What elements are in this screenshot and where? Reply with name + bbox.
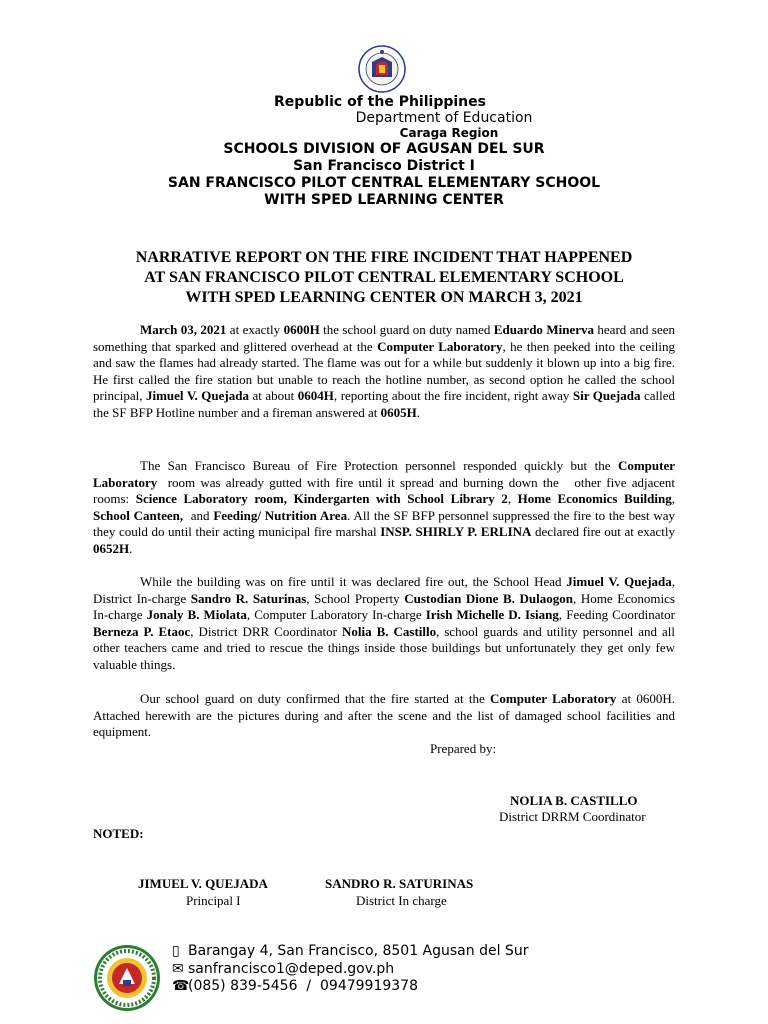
header-region: Caraga Region [399,126,499,140]
noter1-name: JIMUEL V. QUEJADA [138,876,268,891]
noted-label: NOTED: [93,826,144,841]
paragraph-1: March 03, 2021 at exactly 0600H the school guard on duty named Eduardo Minerva heard and seen something that sparked and glittered overhead at the Computer Laboratory, he then peeked into the ceiling and saw the flames had already started. The flame was out for a while but suddenly it blown up into a big fire. He first called the fire station but unable to reach the hotline number, as second option he called the school principal, Jimuel V. Quejada at about 0604H, reporting about the fire incident, right away Sir Quejada called the SF BFP Hotline number and a fireman answered at 0605H. [93,322,676,420]
deped-seal-logo [352,44,412,94]
envelope-icon: ✉ [172,961,184,977]
paragraph-4: Our school guard on duty confirmed that the fire started at the Computer Laboratory at 0600H. Attached herewith are the pictures during and after the scene and the list of damaged school facilities and equipment. [93,691,675,739]
room-name: Computer Laboratory [93,458,675,490]
person-name: Jonaly B. Miolata [146,607,247,622]
report-title-line3: WITH SPED LEARNING CENTER ON MARCH 3, 2021 [185,289,583,306]
paragraph-3: While the building was on fire until it was declared fire out, the School Head Jimuel V. Quejada, District In-charge Sandro R. Saturinas, School Property Custodian Dione B. Dulaogon, Home Economics In-charge Jonaly B. Miolata, Computer Laboratory In-charge Irish Michelle D. Isiang, Feeding Coordinator Berneza P. Etaoc, District DRR Coordinator Nolia B. Castillo, school guards and utility personnel and all other teachers came and tried to rescue the things inside those buildings but unfortunately they get only few valuable things. [93,574,676,672]
room-name: Computer Laboratory [490,691,617,706]
principal-ref: Sir Quejada [572,388,641,403]
affected-rooms: Home Economics Building [517,491,672,506]
affected-rooms: School Canteen, [93,507,184,523]
report-title-line1: NARRATIVE REPORT ON THE FIRE INCIDENT THAT HAPPENED [135,249,633,266]
paragraph-2: The San Francisco Bureau of Fire Protection personnel responded quickly but the Computer Laboratory room was already gutted with fire until it spread and burning down the other five adjacent rooms: Science Laboratory room, Kindergarten with School Library 2, Home Economics Building, School Canteen, and Feeding/ Nutrition Area. All the SF BFP personnel suppressed the fire to the best way they could do until their acting municipal fire marshal INSP. SHIRLY P. ERLINA declared fire out at exactly 0652H. [93,458,682,556]
school-seal-logo [93,944,161,1012]
prepared-by-label: Prepared by: [430,741,497,756]
incident-date: March 03, 2021 [140,322,227,337]
header-division: SCHOOLS DIVISION OF AGUSAN DEL SUR [223,141,545,157]
time-0600h: 0600H [283,322,320,337]
preparer-title: District DRRM Coordinator [499,809,646,824]
header-school-name-line2: WITH SPED LEARNING CENTER [264,192,504,208]
header-school-name: SAN FRANCISCO PILOT CENTRAL ELEMENTARY SCHOOL [167,175,601,191]
person-name: Custodian Dione B. Dulaogon [404,590,573,606]
header-republic: Republic of the Philippines [274,94,486,110]
noter2-title: District In charge [356,893,447,908]
footer-address: ▯ Barangay 4, San Francisco, 8501 Agusan del Sur [172,943,529,959]
time-0652h: 0652H [93,540,130,556]
time-0605h: 0605H [380,404,417,420]
telephone-icon: ☎ [172,978,190,994]
fire-marshal-name: INSP. SHIRLY P. ERLINA [380,524,532,539]
footer-phone: ☎(085) 839-5456 / 09479919378 [172,978,418,994]
footer-email: ✉ sanfrancisco1@deped.gov.ph [172,961,395,977]
time-0604h: 0604H [297,388,334,403]
guard-name: Eduardo Minerva [493,322,594,337]
person-name: Nolia B. Castillo [341,623,437,639]
affected-rooms: Feeding/ Nutrition Area [213,507,348,523]
header-department: Department of Education [355,110,533,126]
noter1-title: Principal I [186,893,241,908]
report-title [80,248,688,308]
principal-name: Jimuel V. Quejada [145,388,249,403]
preparer-name: NOLIA B. CASTILLO [510,793,638,808]
affected-rooms: Science Laboratory room, Kindergarten with School Library 2 [135,491,508,506]
report-title-line2: AT SAN FRANCISCO PILOT CENTRAL ELEMENTARY SCHOOL [144,269,624,286]
noter2-name: SANDRO R. SATURINAS [325,876,474,891]
room-name: Computer Laboratory [377,338,503,354]
header-district: San Francisco District I [293,158,475,174]
person-name: Jimuel V. Quejada [566,574,672,589]
person-name: Sandro R. Saturinas [190,590,307,606]
person-name: Berneza P. Etaoc [93,623,191,639]
map-pin-icon: ▯ [172,943,180,959]
person-name: Irish Michelle D. Isiang [425,607,559,622]
